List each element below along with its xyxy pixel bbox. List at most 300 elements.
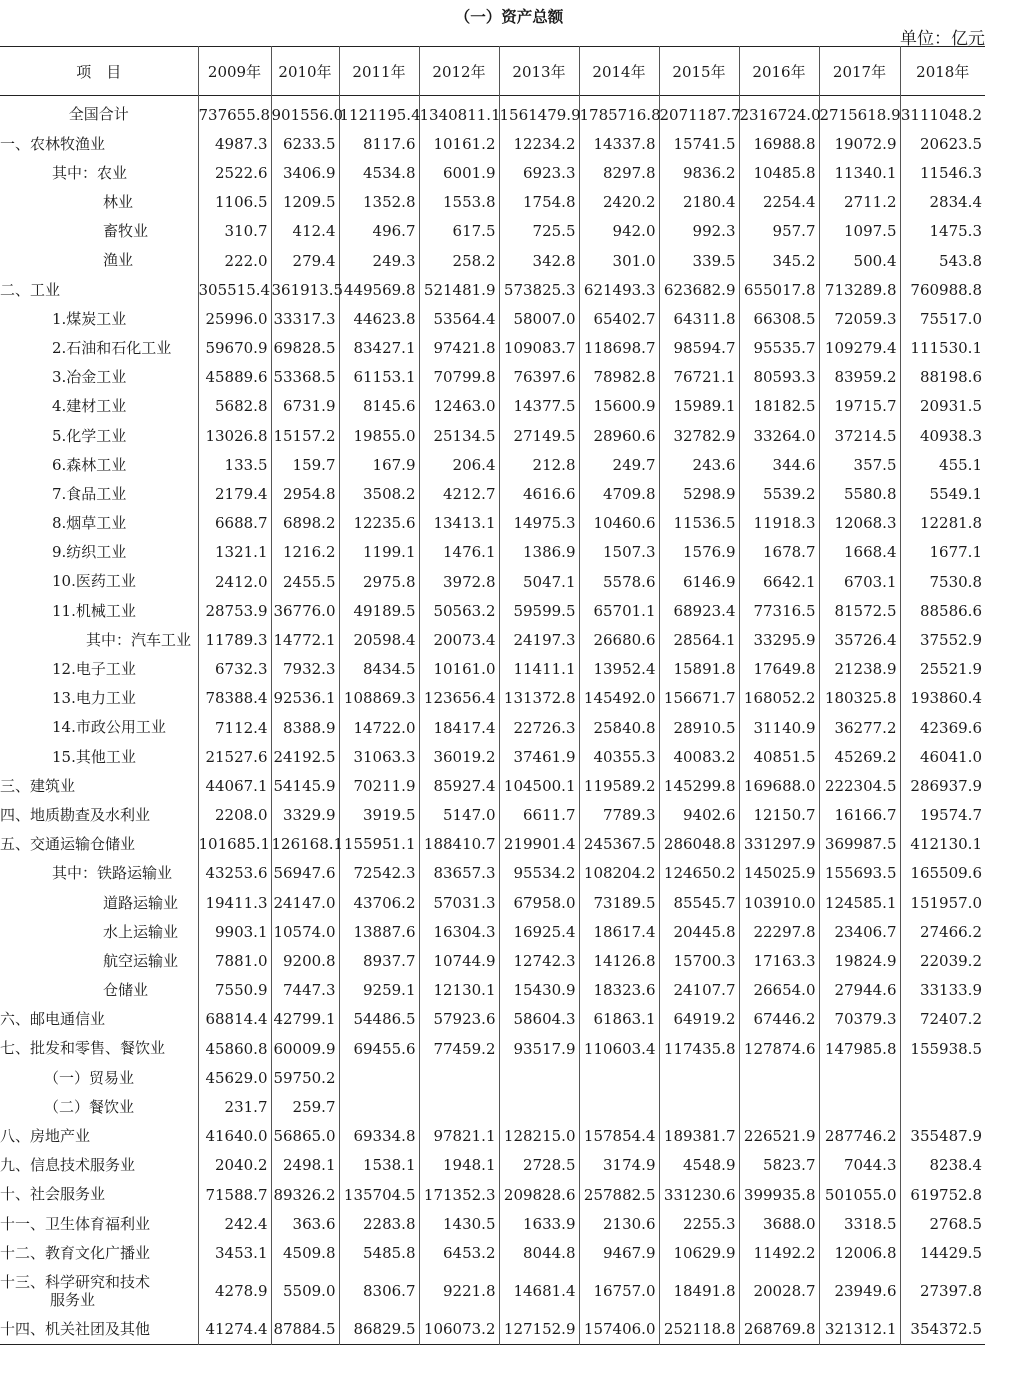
value-cell: 57923.6 xyxy=(419,1005,499,1034)
value-cell: 36277.2 xyxy=(819,713,900,742)
value-cell: 15700.3 xyxy=(659,946,739,975)
value-cell: 12234.2 xyxy=(499,129,579,158)
value-cell: 19715.7 xyxy=(819,392,900,421)
value-cell: 258.2 xyxy=(419,246,499,275)
value-cell: 6703.1 xyxy=(819,567,900,596)
value-cell: 713289.8 xyxy=(819,275,900,304)
value-cell: 20623.5 xyxy=(900,129,985,158)
value-cell: 9221.8 xyxy=(419,1268,499,1315)
value-cell: 33317.3 xyxy=(271,304,339,333)
value-cell: 1386.9 xyxy=(499,538,579,567)
value-cell: 83657.3 xyxy=(419,859,499,888)
table-row xyxy=(0,946,985,975)
value-cell: 12235.6 xyxy=(339,509,419,538)
value-cell: 12130.1 xyxy=(419,976,499,1005)
row-label xyxy=(0,1034,198,1063)
value-cell: 13887.6 xyxy=(339,917,419,946)
value-cell: 10629.9 xyxy=(659,1238,739,1267)
value-cell: 13026.8 xyxy=(198,421,271,450)
value-cell: 226521.9 xyxy=(739,1122,819,1151)
value-cell: 193860.4 xyxy=(900,684,985,713)
value-cell: 286048.8 xyxy=(659,830,739,859)
value-cell: 1352.8 xyxy=(339,188,419,217)
value-cell: 500.4 xyxy=(819,246,900,275)
value-cell: 14772.1 xyxy=(271,625,339,654)
value-cell: 155951.1 xyxy=(339,830,419,859)
value-cell: 25134.5 xyxy=(419,421,499,450)
value-cell: 12006.8 xyxy=(819,1238,900,1267)
value-cell: 6898.2 xyxy=(271,509,339,538)
row-label xyxy=(0,217,198,246)
value-cell: 206.4 xyxy=(419,450,499,479)
value-cell: 619752.8 xyxy=(900,1180,985,1209)
value-cell: 3174.9 xyxy=(579,1151,659,1180)
row-label xyxy=(0,801,198,830)
value-cell: 1430.5 xyxy=(419,1209,499,1238)
row-label xyxy=(0,946,198,975)
value-cell: 20028.7 xyxy=(739,1268,819,1315)
value-cell: 957.7 xyxy=(739,217,819,246)
value-cell: 53564.4 xyxy=(419,304,499,333)
value-cell: 101685.1 xyxy=(198,830,271,859)
value-cell: 1321.1 xyxy=(198,538,271,567)
value-cell: 992.3 xyxy=(659,217,739,246)
value-cell: 68814.4 xyxy=(198,1005,271,1034)
value-cell: 1475.3 xyxy=(900,217,985,246)
value-cell: 331230.6 xyxy=(659,1180,739,1209)
row-label xyxy=(0,596,198,625)
value-cell: 5580.8 xyxy=(819,479,900,508)
year-header: 2010年 xyxy=(271,47,339,96)
row-label-text: 1.煤炭工业 xyxy=(52,309,127,328)
year-header: 2012年 xyxy=(419,47,499,96)
value-cell: 50563.2 xyxy=(419,596,499,625)
row-label xyxy=(0,567,198,596)
value-cell: 6731.9 xyxy=(271,392,339,421)
value-cell: 8388.9 xyxy=(271,713,339,742)
value-cell: 93517.9 xyxy=(499,1034,579,1063)
value-cell: 42799.1 xyxy=(271,1005,339,1034)
value-cell: 1576.9 xyxy=(659,538,739,567)
value-cell: 901556.0 xyxy=(271,100,339,129)
value-cell: 5539.2 xyxy=(739,479,819,508)
row-label xyxy=(0,421,198,450)
value-cell: 70379.3 xyxy=(819,1005,900,1034)
value-cell: 623682.9 xyxy=(659,275,739,304)
table-row xyxy=(0,1151,985,1180)
value-cell: 41274.4 xyxy=(198,1315,271,1345)
value-cell: 3318.5 xyxy=(819,1209,900,1238)
row-label-text: 六、邮电通信业 xyxy=(0,1010,106,1029)
value-cell xyxy=(739,1092,819,1121)
value-cell: 33133.9 xyxy=(900,976,985,1005)
value-cell: 219901.4 xyxy=(499,830,579,859)
table-row xyxy=(0,1034,985,1063)
value-cell: 2179.4 xyxy=(198,479,271,508)
value-cell: 95535.7 xyxy=(739,334,819,363)
table-row xyxy=(0,888,985,917)
value-cell: 65701.1 xyxy=(579,596,659,625)
row-label xyxy=(0,1092,198,1121)
row-label xyxy=(0,538,198,567)
value-cell: 455.1 xyxy=(900,450,985,479)
value-cell: 69828.5 xyxy=(271,334,339,363)
value-cell: 301.0 xyxy=(579,246,659,275)
value-cell: 621493.3 xyxy=(579,275,659,304)
value-cell: 109083.7 xyxy=(499,334,579,363)
value-cell: 43253.6 xyxy=(198,859,271,888)
row-label xyxy=(0,1238,198,1267)
value-cell: 145025.9 xyxy=(739,859,819,888)
value-cell: 128215.0 xyxy=(499,1122,579,1151)
value-cell: 77459.2 xyxy=(419,1034,499,1063)
value-cell: 354372.5 xyxy=(900,1315,985,1345)
value-cell: 2180.4 xyxy=(659,188,739,217)
row-label-text: 9.纺织工业 xyxy=(52,543,127,562)
value-cell: 5047.1 xyxy=(499,567,579,596)
table-row xyxy=(0,625,985,654)
value-cell: 76397.6 xyxy=(499,363,579,392)
value-cell: 7932.3 xyxy=(271,655,339,684)
value-cell: 77316.5 xyxy=(739,596,819,625)
row-label-text: 6.森林工业 xyxy=(52,455,127,474)
value-cell: 573825.3 xyxy=(499,275,579,304)
row-label-text: 其中：农业 xyxy=(52,163,128,182)
value-cell: 18491.8 xyxy=(659,1268,739,1315)
value-cell: 449569.8 xyxy=(339,275,419,304)
row-label xyxy=(0,1063,198,1092)
value-cell: 222.0 xyxy=(198,246,271,275)
table-row xyxy=(0,217,985,246)
value-cell: 339.5 xyxy=(659,246,739,275)
row-label-text: 2.石油和石化工业 xyxy=(52,338,172,357)
value-cell: 78388.4 xyxy=(198,684,271,713)
value-cell xyxy=(419,1063,499,1092)
value-cell xyxy=(499,1063,579,1092)
value-cell: 68923.4 xyxy=(659,596,739,625)
value-cell: 45889.6 xyxy=(198,363,271,392)
value-cell: 151957.0 xyxy=(900,888,985,917)
value-cell: 1668.4 xyxy=(819,538,900,567)
row-label xyxy=(0,859,198,888)
value-cell: 110603.4 xyxy=(579,1034,659,1063)
value-cell: 3972.8 xyxy=(419,567,499,596)
value-cell: 127874.6 xyxy=(739,1034,819,1063)
value-cell xyxy=(900,1063,985,1092)
value-cell: 2768.5 xyxy=(900,1209,985,1238)
value-cell: 86829.5 xyxy=(339,1315,419,1345)
value-cell: 155938.5 xyxy=(900,1034,985,1063)
value-cell xyxy=(419,1092,499,1121)
value-cell: 3111048.2 xyxy=(900,100,985,129)
value-cell: 2208.0 xyxy=(198,801,271,830)
value-cell: 33295.9 xyxy=(739,625,819,654)
row-label-text: 畜牧业 xyxy=(103,222,149,241)
table-row xyxy=(0,275,985,304)
value-cell: 8937.7 xyxy=(339,946,419,975)
value-cell: 9259.1 xyxy=(339,976,419,1005)
table-row xyxy=(0,421,985,450)
row-label-text: 七、批发和零售、餐饮业 xyxy=(0,1039,166,1058)
value-cell: 45269.2 xyxy=(819,742,900,771)
value-cell: 345.2 xyxy=(739,246,819,275)
value-cell: 45629.0 xyxy=(198,1063,271,1092)
table-row xyxy=(0,509,985,538)
value-cell xyxy=(819,1092,900,1121)
value-cell: 249.7 xyxy=(579,450,659,479)
value-cell: 95534.2 xyxy=(499,859,579,888)
value-cell: 5509.0 xyxy=(271,1268,339,1315)
row-label-text: 十四、机关社团及其他 xyxy=(0,1319,151,1338)
value-cell: 1538.1 xyxy=(339,1151,419,1180)
value-cell: 5549.1 xyxy=(900,479,985,508)
value-cell: 4278.9 xyxy=(198,1268,271,1315)
value-cell: 133.5 xyxy=(198,450,271,479)
value-cell xyxy=(739,1063,819,1092)
table-row xyxy=(0,1209,985,1238)
value-cell xyxy=(900,1092,985,1121)
row-label-text: 3.冶金工业 xyxy=(52,368,127,387)
value-cell: 75517.0 xyxy=(900,304,985,333)
table-row xyxy=(0,1268,985,1315)
value-cell: 165509.6 xyxy=(900,859,985,888)
value-cell: 53368.5 xyxy=(271,363,339,392)
row-label-text: 水上运输业 xyxy=(103,922,179,941)
value-cell: 22297.8 xyxy=(739,917,819,946)
value-cell: 4616.6 xyxy=(499,479,579,508)
value-cell: 7530.8 xyxy=(900,567,985,596)
value-cell: 1209.5 xyxy=(271,188,339,217)
row-label xyxy=(0,1209,198,1238)
value-cell: 31063.3 xyxy=(339,742,419,771)
value-cell: 46041.0 xyxy=(900,742,985,771)
row-label-text: 11.机械工业 xyxy=(52,601,136,620)
value-cell: 72059.3 xyxy=(819,304,900,333)
value-cell: 72542.3 xyxy=(339,859,419,888)
value-cell: 157406.0 xyxy=(579,1315,659,1345)
row-label xyxy=(0,129,198,158)
table-row xyxy=(0,392,985,421)
value-cell: 655017.8 xyxy=(739,275,819,304)
value-cell: 43706.2 xyxy=(339,888,419,917)
value-cell: 28960.6 xyxy=(579,421,659,450)
row-label xyxy=(0,976,198,1005)
value-cell: 521481.9 xyxy=(419,275,499,304)
value-cell: 14337.8 xyxy=(579,129,659,158)
value-cell: 42369.6 xyxy=(900,713,985,742)
value-cell: 17163.3 xyxy=(739,946,819,975)
value-cell: 10460.6 xyxy=(579,509,659,538)
year-header: 2015年 xyxy=(659,47,739,96)
value-cell: 9467.9 xyxy=(579,1238,659,1267)
table-row xyxy=(0,158,985,187)
value-cell: 24197.3 xyxy=(499,625,579,654)
value-cell: 8044.8 xyxy=(499,1238,579,1267)
value-cell: 15741.5 xyxy=(659,129,739,158)
value-cell: 18617.4 xyxy=(579,917,659,946)
row-label-text: 13.电力工业 xyxy=(52,689,136,708)
value-cell: 5147.0 xyxy=(419,801,499,830)
row-label xyxy=(0,1122,198,1151)
value-cell: 10485.8 xyxy=(739,158,819,187)
header-row xyxy=(0,47,985,96)
value-cell xyxy=(579,1092,659,1121)
value-cell: 103910.0 xyxy=(739,888,819,917)
table-row xyxy=(0,100,985,129)
table-row xyxy=(0,1005,985,1034)
value-cell: 17649.8 xyxy=(739,655,819,684)
table-row xyxy=(0,1122,985,1151)
value-cell: 35726.4 xyxy=(819,625,900,654)
row-label xyxy=(0,1005,198,1034)
value-cell: 188410.7 xyxy=(419,830,499,859)
row-label-text: 九、信息技术服务业 xyxy=(0,1156,136,1175)
value-cell: 124585.1 xyxy=(819,888,900,917)
row-label-text-continued: 服务业 xyxy=(50,1291,96,1309)
value-cell: 361913.5 xyxy=(271,275,339,304)
value-cell: 145492.0 xyxy=(579,684,659,713)
value-cell: 1106.5 xyxy=(198,188,271,217)
value-cell: 109279.4 xyxy=(819,334,900,363)
value-cell: 3508.2 xyxy=(339,479,419,508)
value-cell: 6732.3 xyxy=(198,655,271,684)
value-cell: 25996.0 xyxy=(198,304,271,333)
table-subtitle: （一）资产总额 xyxy=(454,8,564,26)
value-cell: 496.7 xyxy=(339,217,419,246)
value-cell: 111530.1 xyxy=(900,334,985,363)
value-cell: 12742.3 xyxy=(499,946,579,975)
value-cell: 26680.6 xyxy=(579,625,659,654)
table-row xyxy=(0,1315,985,1345)
value-cell: 85927.4 xyxy=(419,771,499,800)
value-cell: 3329.9 xyxy=(271,801,339,830)
value-cell: 2040.2 xyxy=(198,1151,271,1180)
value-cell: 8297.8 xyxy=(579,158,659,187)
value-cell: 15430.9 xyxy=(499,976,579,1005)
value-cell: 19574.7 xyxy=(900,801,985,830)
value-cell: 126168.1 xyxy=(271,830,339,859)
value-cell: 4987.3 xyxy=(198,129,271,158)
value-cell: 22726.3 xyxy=(499,713,579,742)
value-cell: 412.4 xyxy=(271,217,339,246)
value-cell: 1561479.9 xyxy=(499,100,579,129)
value-cell: 33264.0 xyxy=(739,421,819,450)
value-cell: 355487.9 xyxy=(900,1122,985,1151)
value-cell: 24192.5 xyxy=(271,742,339,771)
value-cell: 92536.1 xyxy=(271,684,339,713)
row-label-text: 十、社会服务业 xyxy=(0,1185,106,1204)
table-row xyxy=(0,450,985,479)
table-row xyxy=(0,684,985,713)
row-label xyxy=(0,684,198,713)
value-cell: 11340.1 xyxy=(819,158,900,187)
value-cell: 80593.3 xyxy=(739,363,819,392)
row-label xyxy=(0,188,198,217)
value-cell: 104500.1 xyxy=(499,771,579,800)
value-cell: 98594.7 xyxy=(659,334,739,363)
row-label xyxy=(0,1151,198,1180)
table-row xyxy=(0,334,985,363)
value-cell: 37552.9 xyxy=(900,625,985,654)
value-cell: 249.3 xyxy=(339,246,419,275)
value-cell: 1754.8 xyxy=(499,188,579,217)
value-cell: 16304.3 xyxy=(419,917,499,946)
row-label-text: 四、地质勘查及水利业 xyxy=(0,805,151,824)
value-cell: 58604.3 xyxy=(499,1005,579,1034)
row-label-text: 其中：铁路运输业 xyxy=(52,864,173,883)
year-header: 2009年 xyxy=(198,47,271,96)
value-cell: 45860.8 xyxy=(198,1034,271,1063)
table-row xyxy=(0,976,985,1005)
value-cell: 81572.5 xyxy=(819,596,900,625)
value-cell: 171352.3 xyxy=(419,1180,499,1209)
value-cell: 7881.0 xyxy=(198,946,271,975)
value-cell: 2130.6 xyxy=(579,1209,659,1238)
row-label xyxy=(0,275,198,304)
value-cell: 147985.8 xyxy=(819,1034,900,1063)
table-row xyxy=(0,801,985,830)
table-row xyxy=(0,479,985,508)
value-cell: 15157.2 xyxy=(271,421,339,450)
row-label-text: 渔业 xyxy=(103,251,134,270)
value-cell: 167.9 xyxy=(339,450,419,479)
value-cell: 1476.1 xyxy=(419,538,499,567)
value-cell: 399935.8 xyxy=(739,1180,819,1209)
table-row xyxy=(0,567,985,596)
value-cell: 106073.2 xyxy=(419,1315,499,1345)
value-cell: 26654.0 xyxy=(739,976,819,1005)
value-cell xyxy=(339,1063,419,1092)
assets-table xyxy=(0,46,985,1345)
value-cell: 725.5 xyxy=(499,217,579,246)
value-cell: 40355.3 xyxy=(579,742,659,771)
value-cell: 243.6 xyxy=(659,450,739,479)
value-cell: 19072.9 xyxy=(819,129,900,158)
value-cell: 2283.8 xyxy=(339,1209,419,1238)
value-cell: 15600.9 xyxy=(579,392,659,421)
value-cell: 89326.2 xyxy=(271,1180,339,1209)
value-cell: 88198.6 xyxy=(900,363,985,392)
value-cell: 9200.8 xyxy=(271,946,339,975)
value-cell: 23949.6 xyxy=(819,1268,900,1315)
value-cell: 287746.2 xyxy=(819,1122,900,1151)
table-row xyxy=(0,830,985,859)
value-cell: 157854.4 xyxy=(579,1122,659,1151)
value-cell: 5682.8 xyxy=(198,392,271,421)
value-cell: 9903.1 xyxy=(198,917,271,946)
value-cell: 7112.4 xyxy=(198,713,271,742)
value-cell: 64919.2 xyxy=(659,1005,739,1034)
value-cell xyxy=(659,1063,739,1092)
row-label xyxy=(0,246,198,275)
value-cell: 14722.0 xyxy=(339,713,419,742)
value-cell: 363.6 xyxy=(271,1209,339,1238)
row-label xyxy=(0,479,198,508)
value-cell: 124650.2 xyxy=(659,859,739,888)
value-cell: 44623.8 xyxy=(339,304,419,333)
row-label-text: 仓储业 xyxy=(103,981,149,1000)
value-cell: 155693.5 xyxy=(819,859,900,888)
value-cell: 737655.8 xyxy=(198,100,271,129)
table-row xyxy=(0,1063,985,1092)
value-cell: 71588.7 xyxy=(198,1180,271,1209)
table-row xyxy=(0,304,985,333)
value-cell: 40938.3 xyxy=(900,421,985,450)
value-cell: 11918.3 xyxy=(739,509,819,538)
row-label-text: （二）餐饮业 xyxy=(44,1097,135,1116)
value-cell: 40851.5 xyxy=(739,742,819,771)
value-cell: 6923.3 xyxy=(499,158,579,187)
